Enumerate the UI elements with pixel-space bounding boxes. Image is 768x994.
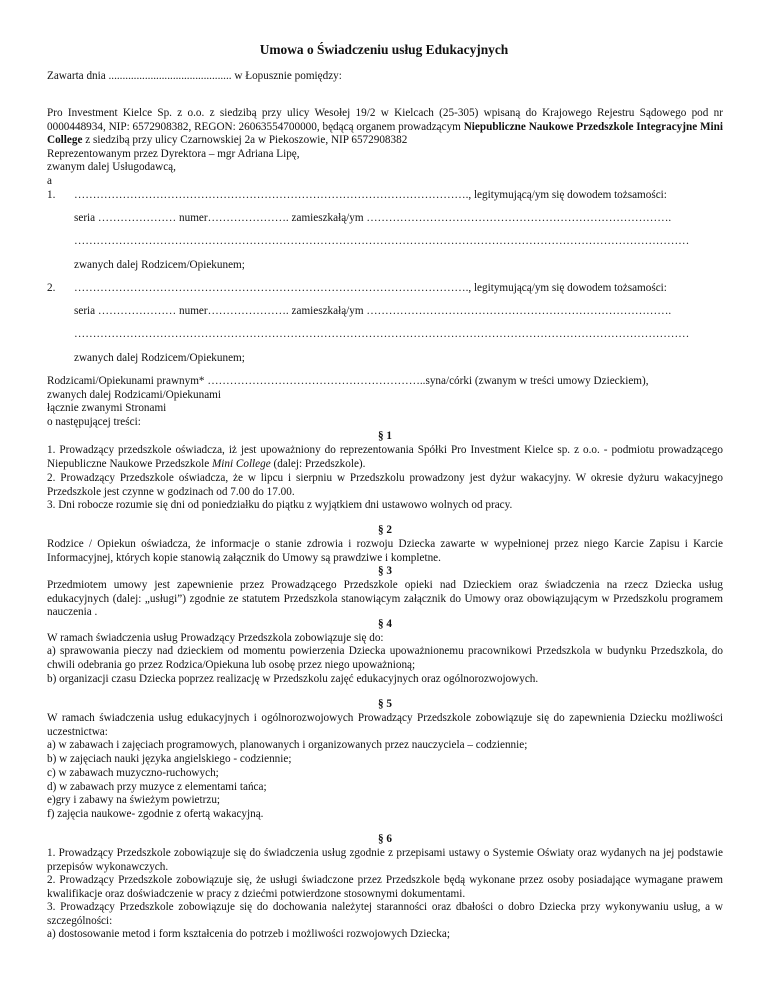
party-number-1: 1. bbox=[47, 189, 56, 201]
preschool-name: Niepubliczne Naukowe Przedszkole Integracyjne Mini College bbox=[47, 120, 723, 147]
section-6-paragraph-1: 1. Prowadzący Przedszkole zobowiązuje się do świadczenia usług zgodnie z przepisami ustawy o Systemie Oświaty oraz wydanych na jej podstawie przepisów wykonawczych. bbox=[47, 847, 723, 873]
section-4-item-a: a) sprawowania pieczy nad dzieckiem od momentu powierzenia Dziecka upoważnionemu pracownikowi Przedszkola w budynku Przedszkola, do chwili odebrania go przez Rodzica/Opiekuna lub osobę przez niego upoważnioną; bbox=[47, 645, 723, 671]
s1-p1-tail: (dalej: Przedszkole). bbox=[270, 457, 366, 470]
section-2-paragraph: Rodzice / Opiekun oświadcza, że informacje o stanie zdrowia i rozwoju Dziecka zawarte w wypełnionej przez niego Karcie Zapisu i Karcie Informacyjnej, których kopie stanowią załącznik do Umowy są prawdziwe i kompletne. bbox=[47, 538, 723, 564]
parents-alias: zwanych dalej Rodzicami/Opiekunami bbox=[47, 389, 221, 401]
section-2-heading: § 2 bbox=[378, 524, 392, 536]
content-intro: o następującej treści: bbox=[47, 416, 141, 428]
section-5-item-a: a) w zabawach i zajęciach programowych, planowanych i organizowanych przez nauczyciela – codziennie; bbox=[47, 739, 528, 751]
parent1-id-line: seria ………………… numer…………………. zamieszkałą/ym ………………………………………………………………………. bbox=[74, 212, 672, 224]
provider-text: Pro Investment Kielce Sp. z o.o. z siedzibą przy ulicy Wesołej 19/2 w Kielcach (25-305) wpisaną do Krajowego Rejestru Sądowego pod nr 0000448934, NIP: 6572908382, REGON: 26063554700000, będącą organem prowadzącym bbox=[47, 107, 723, 133]
section-4-item-b: b) organizacji czasu Dziecka poprzez realizację w Przedszkolu zajęć edukacyjnych oraz ogólnorozwojowych. bbox=[47, 673, 539, 685]
parents-child-line: Rodzicami/Opiekunami prawnym* …………………………………………………..syna/córki (zwanym w treści umowy Dzieckiem), bbox=[47, 375, 649, 387]
section-5-item-b: b) w zajęciach nauki języka angielskiego - codziennie; bbox=[47, 753, 292, 765]
section-1-paragraph-3: 3. Dni robocze rozumie się dni od poniedziałku do piątku z wyjątkiem dni ustawowo wolnych od pracy. bbox=[47, 499, 513, 511]
section-5-heading: § 5 bbox=[378, 698, 392, 710]
section-5-intro: W ramach świadczenia usług edukacyjnych i ogólnorozwojowych Prowadzący Przedszkole zobowiązuje się do zapewnienia Dziecku możliwości uczestnictwa: bbox=[47, 712, 723, 738]
parent2-address-line: ………………………………………………………………………………………………………………………………………………… bbox=[74, 328, 690, 340]
section-5-item-e: e)gry i zabawy na świeżym powietrzu; bbox=[47, 794, 221, 806]
contract-date-line: Zawarta dnia ............................................ w Łopusznie pomiędzy: bbox=[47, 70, 342, 82]
parent2-name-line: ……………………………………………………………………………………………., legitymującą/ym się dowodem tożsamości: bbox=[74, 282, 667, 294]
parent1-name-line: ……………………………………………………………………………………………., legitymującą/ym się dowodem tożsamości: bbox=[74, 189, 667, 201]
parent1-alias: zwanych dalej Rodzicem/Opiekunem; bbox=[74, 259, 245, 271]
party-provider bbox=[47, 107, 723, 148]
conjunction-a: a bbox=[47, 175, 52, 187]
section-5-item-f: f) zajęcia naukowe- zgodnie z ofertą wakacyjną. bbox=[47, 808, 264, 820]
s1-p1-text: 1. Prowadzący przedszkole oświadcza, iż jest upoważniony do reprezentowania Spółki Pro Investment Kielce sp. z o.o. - podmiotu prowadzącego Niepubliczne Naukowe Przedszkole bbox=[47, 444, 723, 470]
provider-address: z siedzibą przy ulicy Czarnowskiej 2a w Piekoszowie, NIP 6572908382 bbox=[82, 134, 408, 147]
parent2-alias: zwanych dalej Rodzicem/Opiekunem; bbox=[74, 352, 245, 364]
section-5-item-d: d) w zabawach przy muzyce z elementami tańca; bbox=[47, 781, 267, 793]
section-5-item-c: c) w zabawach muzyczno-ruchowych; bbox=[47, 767, 219, 779]
section-3-paragraph: Przedmiotem umowy jest zapewnienie przez Prowadzącego Przedszkole opieki nad Dzieckiem oraz świadczenia na rzecz Dziecka usług edukacyjnych (dalej: „usługi”) zgodnie ze statutem Przedszkola stanowiącym załącznik do Umowy oraz obowiązującym w Przedszkolu programem nauczenia . bbox=[47, 579, 723, 619]
section-4-intro: W ramach świadczenia usług Prowadzący Przedszkola zobowiązuje się do: bbox=[47, 632, 384, 644]
document-title: Umowa o Świadczeniu usług Edukacyjnych bbox=[259, 42, 509, 57]
section-1-paragraph-1 bbox=[47, 444, 723, 471]
section-3-heading: § 3 bbox=[378, 565, 392, 577]
parent1-address-line: ………………………………………………………………………………………………………………………………………………… bbox=[74, 235, 690, 247]
section-6-paragraph-2: 2. Prowadzący Przedszkole zobowiązuje się, że usługi świadczone przez Przedszkole będą wykonane przez osoby posiadające wymagane prawem kwalifikacje oraz doświadczenie w pracy z dziećmi potwierdzone stosownymi dokumentami. bbox=[47, 874, 723, 900]
section-6-heading: § 6 bbox=[378, 833, 392, 845]
section-1-paragraph-2: 2. Prowadzący Przedszkole oświadcza, że w lipcu i sierpniu w Przedszkolu prowadzony jest dyżur wakacyjny. W okresie dyżuru wakacyjnego Przedszkole jest czynne w godzinach od 7.00 do 17.00. bbox=[47, 472, 723, 498]
representative-line: Reprezentowanym przez Dyrektora – mgr Adriana Lipę, bbox=[47, 148, 300, 160]
section-6-item-a: a) dostosowanie metod i form kształcenia do potrzeb i możliwości rozwojowych Dziecka; bbox=[47, 928, 450, 940]
service-provider-alias: zwanym dalej Usługodawcą, bbox=[47, 161, 176, 173]
s1-p1-italic: Mini College bbox=[211, 457, 271, 470]
section-6-paragraph-3: 3. Prowadzący Przedszkole zobowiązuje się do dochowania należytej staranności oraz dbałości o dobro Dziecka przy wykonywaniu usług, a w szczególności: bbox=[47, 901, 723, 927]
parties-alias: łącznie zwanymi Stronami bbox=[47, 402, 167, 414]
section-1-heading: § 1 bbox=[378, 430, 392, 442]
parent2-id-line: seria ………………… numer…………………. zamieszkałą/ym ………………………………………………………………………. bbox=[74, 305, 672, 317]
section-4-heading: § 4 bbox=[378, 618, 392, 630]
party-number-2: 2. bbox=[47, 282, 56, 294]
